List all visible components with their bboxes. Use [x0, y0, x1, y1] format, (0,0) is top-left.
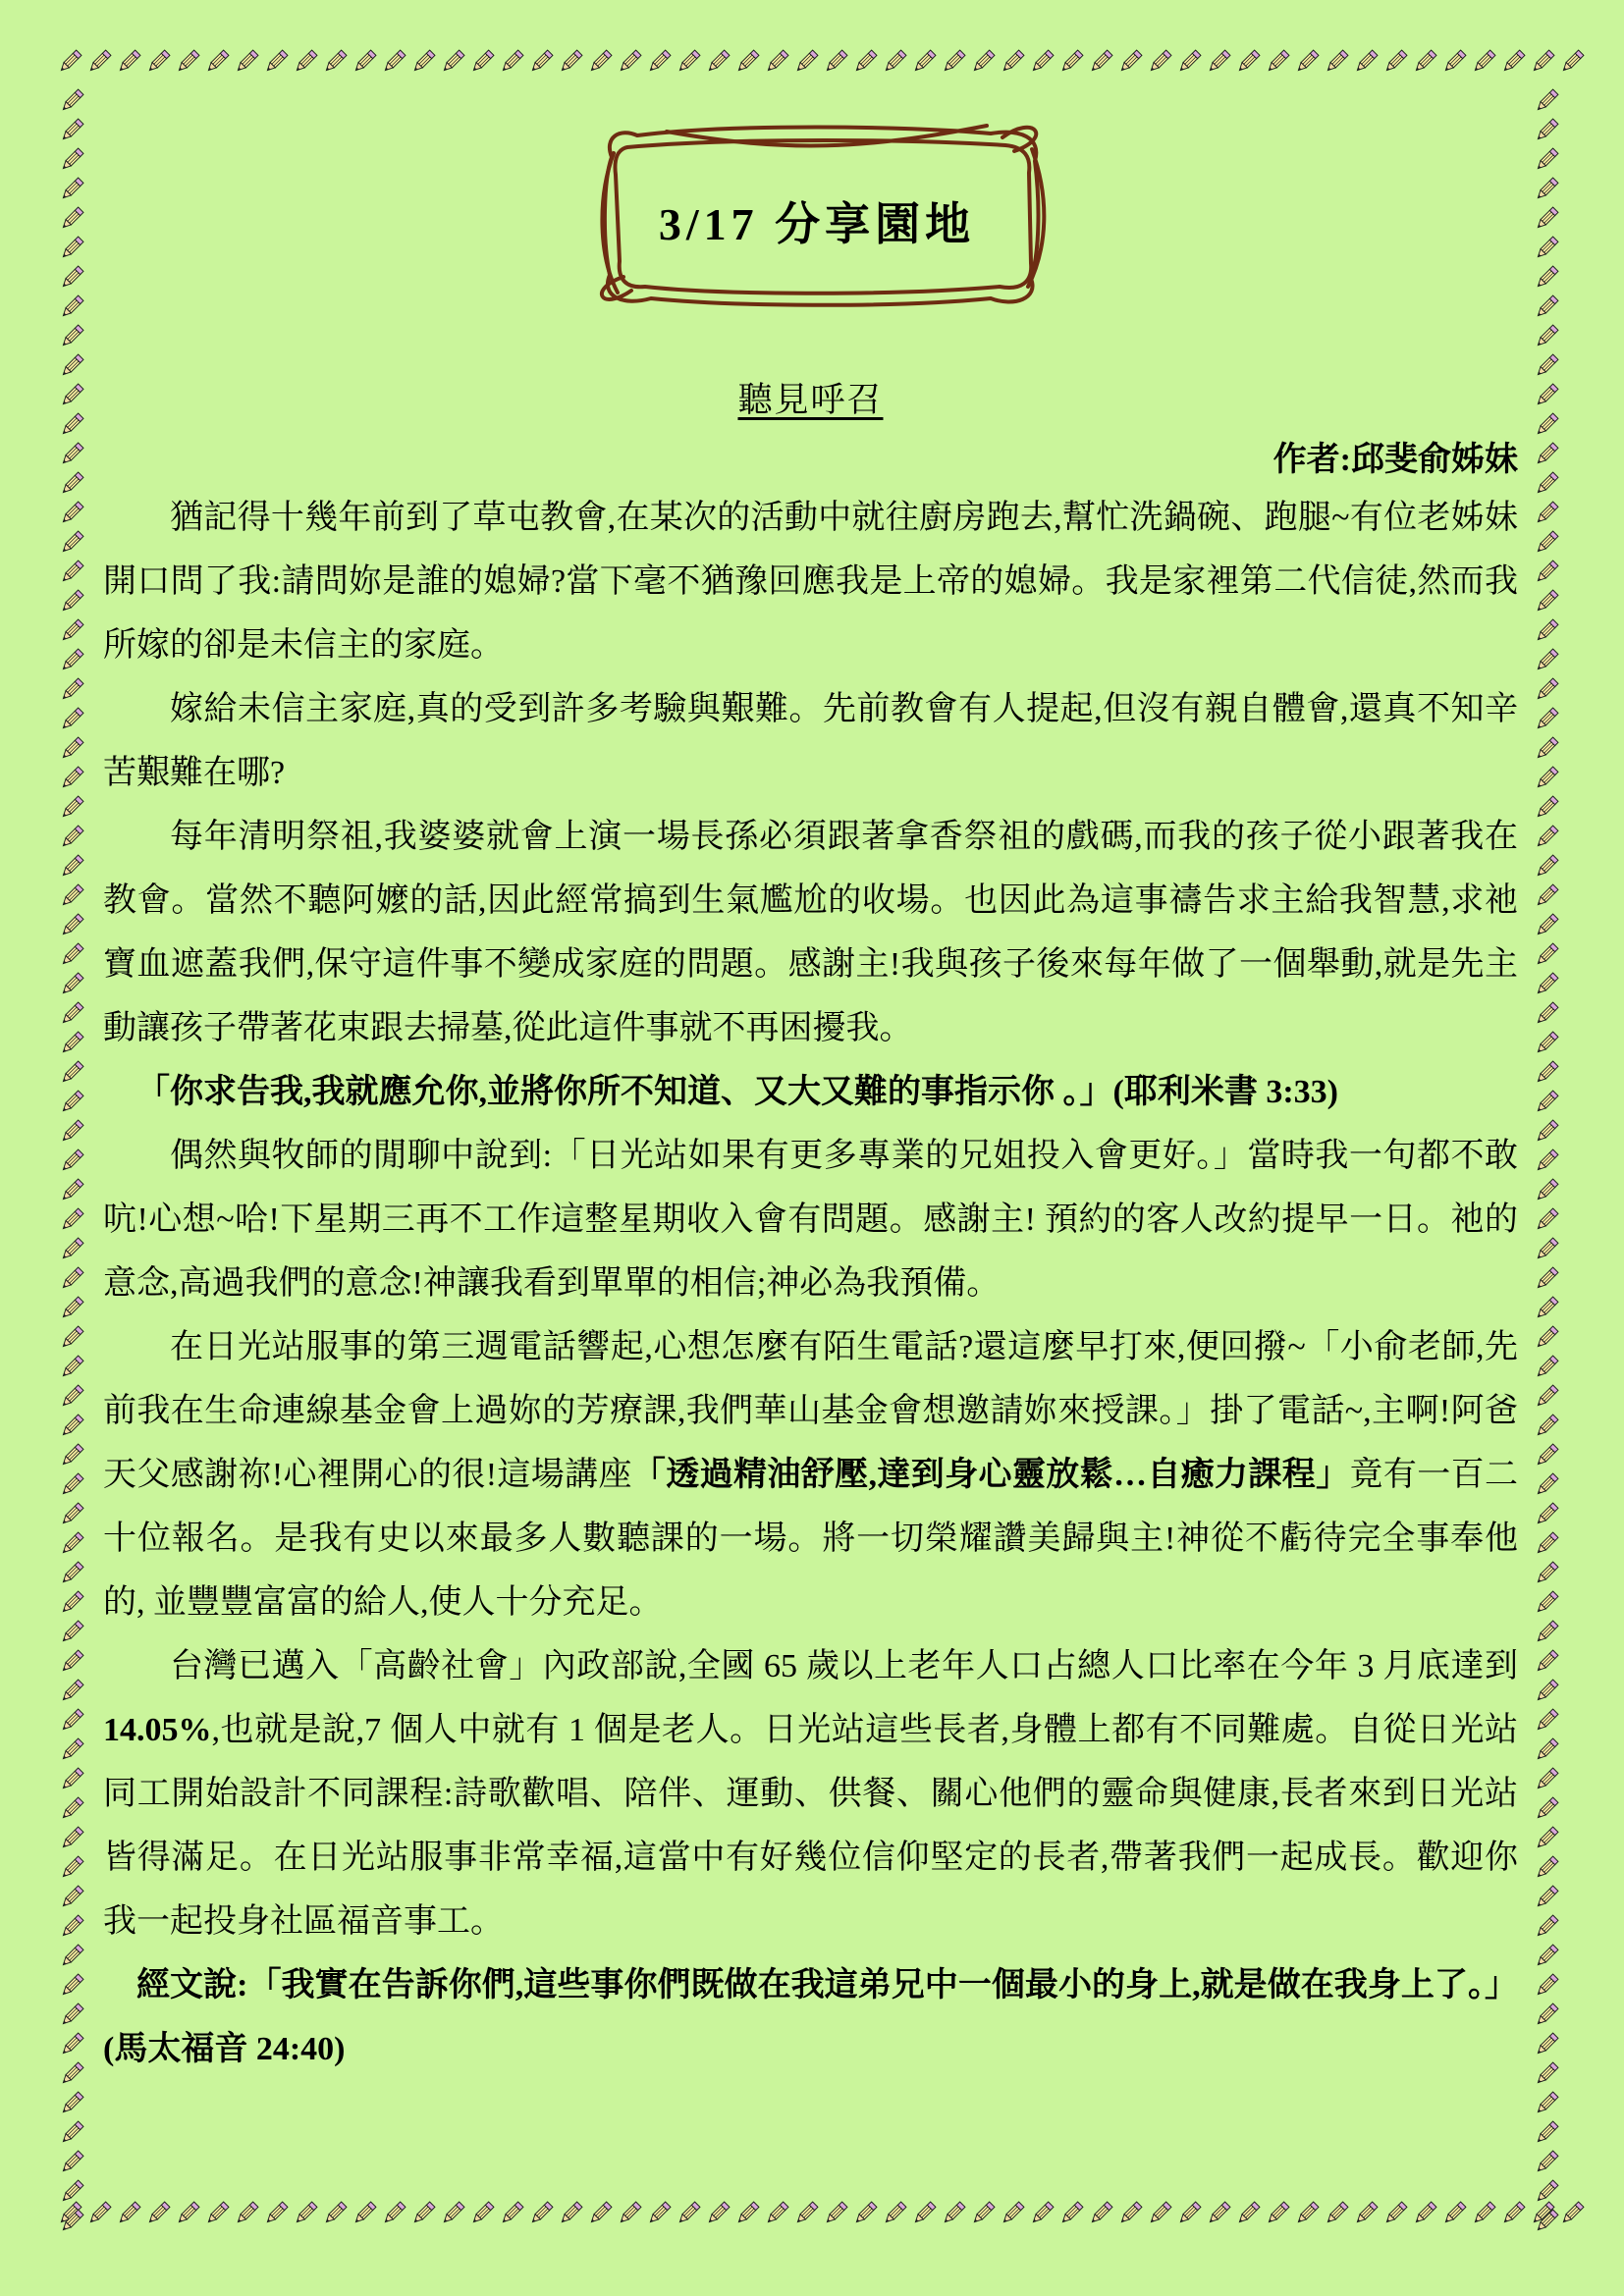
pencil-icon — [1115, 2199, 1145, 2228]
pencil-icon — [732, 47, 762, 77]
pencil-icon — [1532, 1529, 1561, 1559]
pencil-icon — [57, 175, 86, 204]
pencil-icon — [291, 47, 320, 77]
pencil-icon — [350, 47, 379, 77]
pencil-border-right — [1532, 86, 1563, 2193]
pencil-icon — [57, 1529, 86, 1559]
pencil-icon — [261, 47, 291, 77]
pencil-icon — [1532, 999, 1561, 1029]
pencil-icon — [57, 1500, 86, 1529]
pencil-icon — [57, 1559, 86, 1588]
pencil-icon — [1439, 47, 1469, 77]
pencil-icon — [1410, 47, 1439, 77]
pencil-icon — [57, 469, 86, 499]
pencil-icon — [57, 1412, 86, 1441]
pencil-icon — [1145, 47, 1174, 77]
pencil-icon — [408, 47, 438, 77]
pencil-icon — [585, 2199, 615, 2228]
pencil-icon — [1532, 1382, 1561, 1412]
pencil-icon — [1532, 293, 1561, 322]
pencil-icon — [261, 2199, 291, 2228]
text-run: 嫁給未信主家庭,真的受到許多考驗與艱難。先前教會有人提起,但沒有親自體會,還真不知辛苦艱難在哪? — [103, 691, 1518, 791]
paragraph — [103, 1315, 1518, 1634]
pencil-icon — [114, 2199, 143, 2228]
pencil-icon — [57, 734, 86, 764]
pencil-icon — [1532, 1559, 1561, 1588]
pencil-icon — [1532, 1588, 1561, 1618]
pencil-icon — [674, 2199, 703, 2228]
pencil-icon — [1086, 47, 1115, 77]
paragraph — [103, 677, 1518, 805]
pencil-icon — [1532, 1323, 1561, 1353]
pencil-icon — [615, 2199, 644, 2228]
pencil-icon — [55, 47, 84, 77]
pencil-icon — [1532, 1058, 1561, 1088]
pencil-icon — [232, 47, 261, 77]
pencil-icon — [57, 1647, 86, 1677]
pencil-icon — [143, 2199, 173, 2228]
pencil-icon — [379, 47, 408, 77]
pencil-icon — [821, 2199, 850, 2228]
bold-text-run: 經文說:「我實在告訴你們,這些事你們既做在我這弟兄中一個最小的身上,就是做在我身上了。」(馬太福音 24:40) — [103, 1967, 1518, 2067]
pencil-icon — [320, 2199, 350, 2228]
pencil-icon — [1557, 47, 1587, 77]
pencil-icon — [1322, 47, 1351, 77]
pencil-icon — [1439, 2199, 1469, 2228]
pencil-icon — [57, 1441, 86, 1470]
pencil-icon — [57, 1382, 86, 1412]
pencil-icon — [1292, 47, 1322, 77]
paragraph — [103, 1124, 1518, 1315]
pencil-icon — [732, 2199, 762, 2228]
pencil-icon — [909, 47, 939, 77]
pencil-icon — [1532, 1117, 1561, 1147]
title-banner — [567, 108, 1067, 319]
pencil-icon — [232, 2199, 261, 2228]
pencil-icon — [1174, 47, 1204, 77]
pencil-icon — [1498, 2199, 1528, 2228]
pencil-icon — [1532, 528, 1561, 558]
pencil-icon — [57, 2148, 86, 2177]
pencil-icon — [57, 2089, 86, 2118]
pencil-icon — [57, 1264, 86, 1294]
pencil-icon — [57, 1147, 86, 1176]
pencil-icon — [1532, 1294, 1561, 1323]
pencil-icon — [1532, 1677, 1561, 1706]
pencil-icon — [1532, 1883, 1561, 1912]
bold-text-run: 14.05% — [103, 1712, 212, 1748]
pencil-icon — [57, 1765, 86, 1794]
pencil-icon — [57, 1588, 86, 1618]
pencil-icon — [57, 204, 86, 234]
pencil-icon — [1532, 263, 1561, 293]
pencil-icon — [57, 1088, 86, 1117]
pencil-icon — [1532, 558, 1561, 587]
pencil-icon — [57, 1883, 86, 1912]
pencil-icon — [57, 2001, 86, 2030]
pencil-icon — [57, 823, 86, 852]
pencil-icon — [143, 47, 173, 77]
pencil-icon — [57, 1235, 86, 1264]
author-line: 作者:邱斐俞姊妹 — [1272, 442, 1518, 478]
pencil-icon — [1263, 47, 1292, 77]
pencil-icon — [1027, 47, 1056, 77]
pencil-icon — [880, 2199, 909, 2228]
pencil-icon — [57, 1853, 86, 1883]
pencil-icon — [1322, 2199, 1351, 2228]
pencil-icon — [1532, 1264, 1561, 1294]
text-run: 台灣已邁入「高齡社會」內政部說,全國 65 歲以上老年人口占總人口比率在今年 3 月底達到 — [170, 1648, 1518, 1684]
pencil-icon — [791, 2199, 821, 2228]
pencil-icon — [1532, 734, 1561, 764]
pencil-icon — [1532, 940, 1561, 970]
pencil-icon — [57, 646, 86, 675]
pencil-icon — [1056, 47, 1086, 77]
text-run: 猶記得十幾年前到了草屯教會,在某次的活動中就往廚房跑去,幫忙洗鍋碗、跑腿~有位老姊妹開口問了我:請問妳是誰的媳婦?當下毫不猶豫回應我是上帝的媳婦。我是家裡第二代信徒,然而我所嫁的卻是未信主的家庭。 — [103, 500, 1518, 664]
pencil-icon — [1204, 47, 1233, 77]
pencil-icon — [1532, 469, 1561, 499]
pencil-icon — [1532, 381, 1561, 410]
pencil-icon — [57, 2030, 86, 2059]
paragraph — [103, 1060, 1518, 1124]
pencil-icon — [467, 2199, 497, 2228]
pencil-icon — [57, 1176, 86, 1205]
pencil-icon — [1380, 47, 1410, 77]
text-run: 竟有一百二十位報名。是我有史以來最多人數聽課的一場。將一切榮耀讚美歸與主!神從不虧待完全事奉他的, 並豐豐富富的給人,使人十分充足。 — [103, 1457, 1519, 1621]
pencil-icon — [1532, 1441, 1561, 1470]
pencil-icon — [57, 2059, 86, 2089]
pencil-icon — [57, 616, 86, 646]
pencil-icon — [57, 322, 86, 351]
pencil-icon — [880, 47, 909, 77]
pencil-border-top — [55, 47, 1573, 79]
pencil-icon — [379, 2199, 408, 2228]
pencil-icon — [762, 2199, 791, 2228]
pencil-icon — [1532, 1147, 1561, 1176]
pencil-icon — [1532, 2059, 1561, 2089]
pencil-icon — [1532, 1235, 1561, 1264]
pencil-icon — [1557, 2199, 1587, 2228]
pencil-icon — [438, 47, 467, 77]
pencil-icon — [556, 2199, 585, 2228]
pencil-icon — [57, 440, 86, 469]
pencil-icon — [1532, 616, 1561, 646]
pencil-icon — [998, 47, 1027, 77]
pencil-icon — [57, 852, 86, 881]
pencil-icon — [526, 2199, 556, 2228]
pencil-icon — [939, 2199, 968, 2228]
pencil-icon — [57, 1058, 86, 1088]
pencil-icon — [1532, 2177, 1561, 2207]
pencil-icon — [791, 47, 821, 77]
pencil-icon — [1380, 2199, 1410, 2228]
paragraph — [103, 1953, 1518, 2081]
pencil-icon — [1532, 175, 1561, 204]
pencil-icon — [1532, 1942, 1561, 1971]
pencil-icon — [556, 47, 585, 77]
pencil-icon — [1532, 234, 1561, 263]
pencil-icon — [57, 1912, 86, 1942]
pencil-icon — [1115, 47, 1145, 77]
pencil-icon — [1532, 410, 1561, 440]
pencil-icon — [1532, 322, 1561, 351]
pencil-icon — [1532, 116, 1561, 145]
pencil-icon — [202, 2199, 232, 2228]
pencil-icon — [1532, 1176, 1561, 1205]
pencil-icon — [1532, 675, 1561, 705]
paragraph — [103, 486, 1518, 677]
pencil-icon — [408, 2199, 438, 2228]
pencil-icon — [1532, 351, 1561, 381]
pencil-icon — [350, 2199, 379, 2228]
pencil-icon — [762, 47, 791, 77]
pencil-icon — [57, 528, 86, 558]
pencil-icon — [1292, 2199, 1322, 2228]
article-title: 聽見呼召 — [737, 381, 884, 419]
pencil-icon — [57, 1824, 86, 1853]
pencil-icon — [57, 970, 86, 999]
pencil-icon — [1532, 1029, 1561, 1058]
pencil-icon — [1532, 1765, 1561, 1794]
pencil-icon — [1233, 47, 1263, 77]
pencil-icon — [1532, 1971, 1561, 2001]
pencil-icon — [57, 1677, 86, 1706]
pencil-icon — [1532, 1824, 1561, 1853]
pencil-icon — [585, 47, 615, 77]
pencil-icon — [57, 234, 86, 263]
pencil-icon — [1532, 881, 1561, 911]
pencil-icon — [1532, 1618, 1561, 1647]
pencil-icon — [1469, 47, 1498, 77]
pencil-icon — [1351, 2199, 1380, 2228]
pencil-icon — [320, 47, 350, 77]
pencil-icon — [1532, 1735, 1561, 1765]
pencil-icon — [909, 2199, 939, 2228]
pencil-icon — [850, 2199, 880, 2228]
pencil-icon — [57, 410, 86, 440]
pencil-icon — [1532, 499, 1561, 528]
bold-text-run: 「你求告我,我就應允你,並將你所不知道、又大又難的事指示你 。」(耶利米書 3:33) — [136, 1074, 1338, 1110]
pencil-icon — [84, 47, 114, 77]
bold-text-run: 「透過精油舒壓,達到身心靈放鬆…自癒力課程」 — [631, 1457, 1350, 1493]
pencil-icon — [1532, 1794, 1561, 1824]
pencil-icon — [703, 47, 732, 77]
pencil-icon — [1532, 2148, 1561, 2177]
pencil-icon — [1528, 47, 1557, 77]
paragraph — [103, 805, 1518, 1060]
pencil-border-bottom — [55, 2199, 1573, 2230]
pencil-icon — [1086, 2199, 1115, 2228]
pencil-icon — [1532, 2030, 1561, 2059]
pencil-icon — [57, 1470, 86, 1500]
pencil-icon — [1498, 47, 1528, 77]
pencil-icon — [1532, 440, 1561, 469]
pencil-icon — [57, 116, 86, 145]
pencil-icon — [998, 2199, 1027, 2228]
pencil-icon — [1532, 1470, 1561, 1500]
paragraph — [103, 1634, 1518, 1953]
pencil-icon — [1532, 204, 1561, 234]
pencil-icon — [1532, 2207, 1561, 2236]
pencil-icon — [1532, 1205, 1561, 1235]
pencil-icon — [173, 2199, 202, 2228]
pencil-icon — [1532, 2089, 1561, 2118]
pencil-icon — [1532, 587, 1561, 616]
pencil-icon — [497, 47, 526, 77]
pencil-icon — [674, 47, 703, 77]
pencil-border-left — [57, 86, 88, 2193]
pencil-icon — [1532, 1088, 1561, 1117]
pencil-icon — [57, 705, 86, 734]
pencil-icon — [1532, 970, 1561, 999]
pencil-icon — [1532, 911, 1561, 940]
pencil-icon — [57, 145, 86, 175]
pencil-icon — [57, 293, 86, 322]
pencil-icon — [57, 1794, 86, 1824]
pencil-icon — [57, 2177, 86, 2207]
pencil-icon — [467, 47, 497, 77]
pencil-icon — [1145, 2199, 1174, 2228]
pencil-icon — [57, 1971, 86, 2001]
pencil-icon — [1469, 2199, 1498, 2228]
pencil-icon — [114, 47, 143, 77]
pencil-icon — [1263, 2199, 1292, 2228]
pencil-icon — [57, 381, 86, 410]
pencil-icon — [173, 47, 202, 77]
pencil-icon — [1351, 47, 1380, 77]
pencil-icon — [57, 793, 86, 823]
pencil-icon — [1056, 2199, 1086, 2228]
pencil-icon — [1532, 1647, 1561, 1677]
pencil-icon — [1174, 2199, 1204, 2228]
pencil-icon — [57, 1029, 86, 1058]
pencil-icon — [84, 2199, 114, 2228]
pencil-icon — [1532, 646, 1561, 675]
pencil-icon — [1532, 764, 1561, 793]
pencil-icon — [1532, 1853, 1561, 1883]
pencil-icon — [1532, 1500, 1561, 1529]
pencil-icon — [1027, 2199, 1056, 2228]
pencil-icon — [1532, 2118, 1561, 2148]
pencil-icon — [1532, 1353, 1561, 1382]
pencil-icon — [1532, 852, 1561, 881]
pencil-icon — [57, 999, 86, 1029]
pencil-icon — [1233, 2199, 1263, 2228]
pencil-icon — [1204, 2199, 1233, 2228]
pencil-icon — [438, 2199, 467, 2228]
pencil-icon — [1532, 145, 1561, 175]
pencil-icon — [57, 1117, 86, 1147]
pencil-icon — [57, 86, 86, 116]
pencil-icon — [1532, 705, 1561, 734]
pencil-icon — [57, 940, 86, 970]
pencil-icon — [644, 47, 674, 77]
pencil-icon — [1532, 1412, 1561, 1441]
pencil-icon — [526, 47, 556, 77]
pencil-icon — [57, 881, 86, 911]
banner-title: 3/17 分享園地 — [658, 198, 976, 249]
text-run: 在日光站服事的第三週電話響起,心想怎麼有陌生電話?還這麼早打來,便回撥~「小俞老師,先前我在生命連線基金會上過妳的芳療課,我們華山基金會想邀請妳來授課。」掛了電話~,主啊!阿爸天父感謝祢!心裡開心的很!這場講座 — [103, 1329, 1518, 1493]
pencil-icon — [57, 587, 86, 616]
pencil-icon — [57, 558, 86, 587]
pencil-icon — [968, 2199, 998, 2228]
pencil-icon — [57, 351, 86, 381]
pencil-icon — [57, 1294, 86, 1323]
text-run: ,也就是說,7 個人中就有 1 個是老人。日光站這些長者,身體上都有不同難處。自從日光站同工開始設計不同課程:詩歌歡唱、陪伴、運動、供餐、關心他們的靈命與健康,長者來到日光站皆得滿足。在日光站服事非常幸福,這當中有好幾位信仰堅定的長者,帶著我們一起成長。歡迎你我一起投身社區福音事工。 — [103, 1712, 1518, 1940]
pencil-icon — [57, 2118, 86, 2148]
pencil-icon — [1410, 2199, 1439, 2228]
pencil-icon — [57, 1353, 86, 1382]
pencil-icon — [57, 675, 86, 705]
pencil-icon — [57, 263, 86, 293]
pencil-icon — [1532, 793, 1561, 823]
pencil-icon — [644, 2199, 674, 2228]
pencil-icon — [291, 2199, 320, 2228]
pencil-icon — [968, 47, 998, 77]
pencil-icon — [703, 2199, 732, 2228]
pencil-icon — [57, 1323, 86, 1353]
pencil-icon — [202, 47, 232, 77]
pencil-icon — [57, 2207, 86, 2236]
text-run: 每年清明祭祖,我婆婆就會上演一場長孫必須跟著拿香祭祖的戲碼,而我的孩子從小跟著我在教會。當然不聽阿嬤的話,因此經常搞到生氣尷尬的收場。也因此為這事禱告求主給我智慧,求祂寶血遮蓋我們,保守這件事不變成家庭的問題。感謝主!我與孩子後來每年做了一個舉動,就是先主動讓孩子帶著花束跟去掃墓,從此這件事就不再困擾我。 — [103, 819, 1518, 1046]
pencil-icon — [57, 1205, 86, 1235]
pencil-icon — [497, 2199, 526, 2228]
pencil-icon — [1532, 823, 1561, 852]
pencil-icon — [821, 47, 850, 77]
pencil-icon — [1532, 2001, 1561, 2030]
pencil-icon — [57, 764, 86, 793]
pencil-icon — [57, 1706, 86, 1735]
article-body — [103, 486, 1518, 2081]
pencil-icon — [939, 47, 968, 77]
pencil-icon — [57, 911, 86, 940]
pencil-icon — [850, 47, 880, 77]
pencil-icon — [1532, 86, 1561, 116]
pencil-icon — [57, 1942, 86, 1971]
pencil-icon — [1532, 1912, 1561, 1942]
article — [103, 373, 1518, 2081]
text-run: 偶然與牧師的閒聊中說到:「日光站如果有更多專業的兄姐投入會更好。」當時我一句都不敢吭!心想~哈!下星期三再不工作這整星期收入會有問題。感謝主! 預約的客人改約提早一日。祂的意念,高過我們的意念!神讓我看到單單的相信;神必為我預備。 — [103, 1138, 1518, 1302]
pencil-icon — [57, 499, 86, 528]
pencil-icon — [615, 47, 644, 77]
pencil-icon — [57, 1735, 86, 1765]
pencil-icon — [1532, 1706, 1561, 1735]
pencil-icon — [57, 1618, 86, 1647]
